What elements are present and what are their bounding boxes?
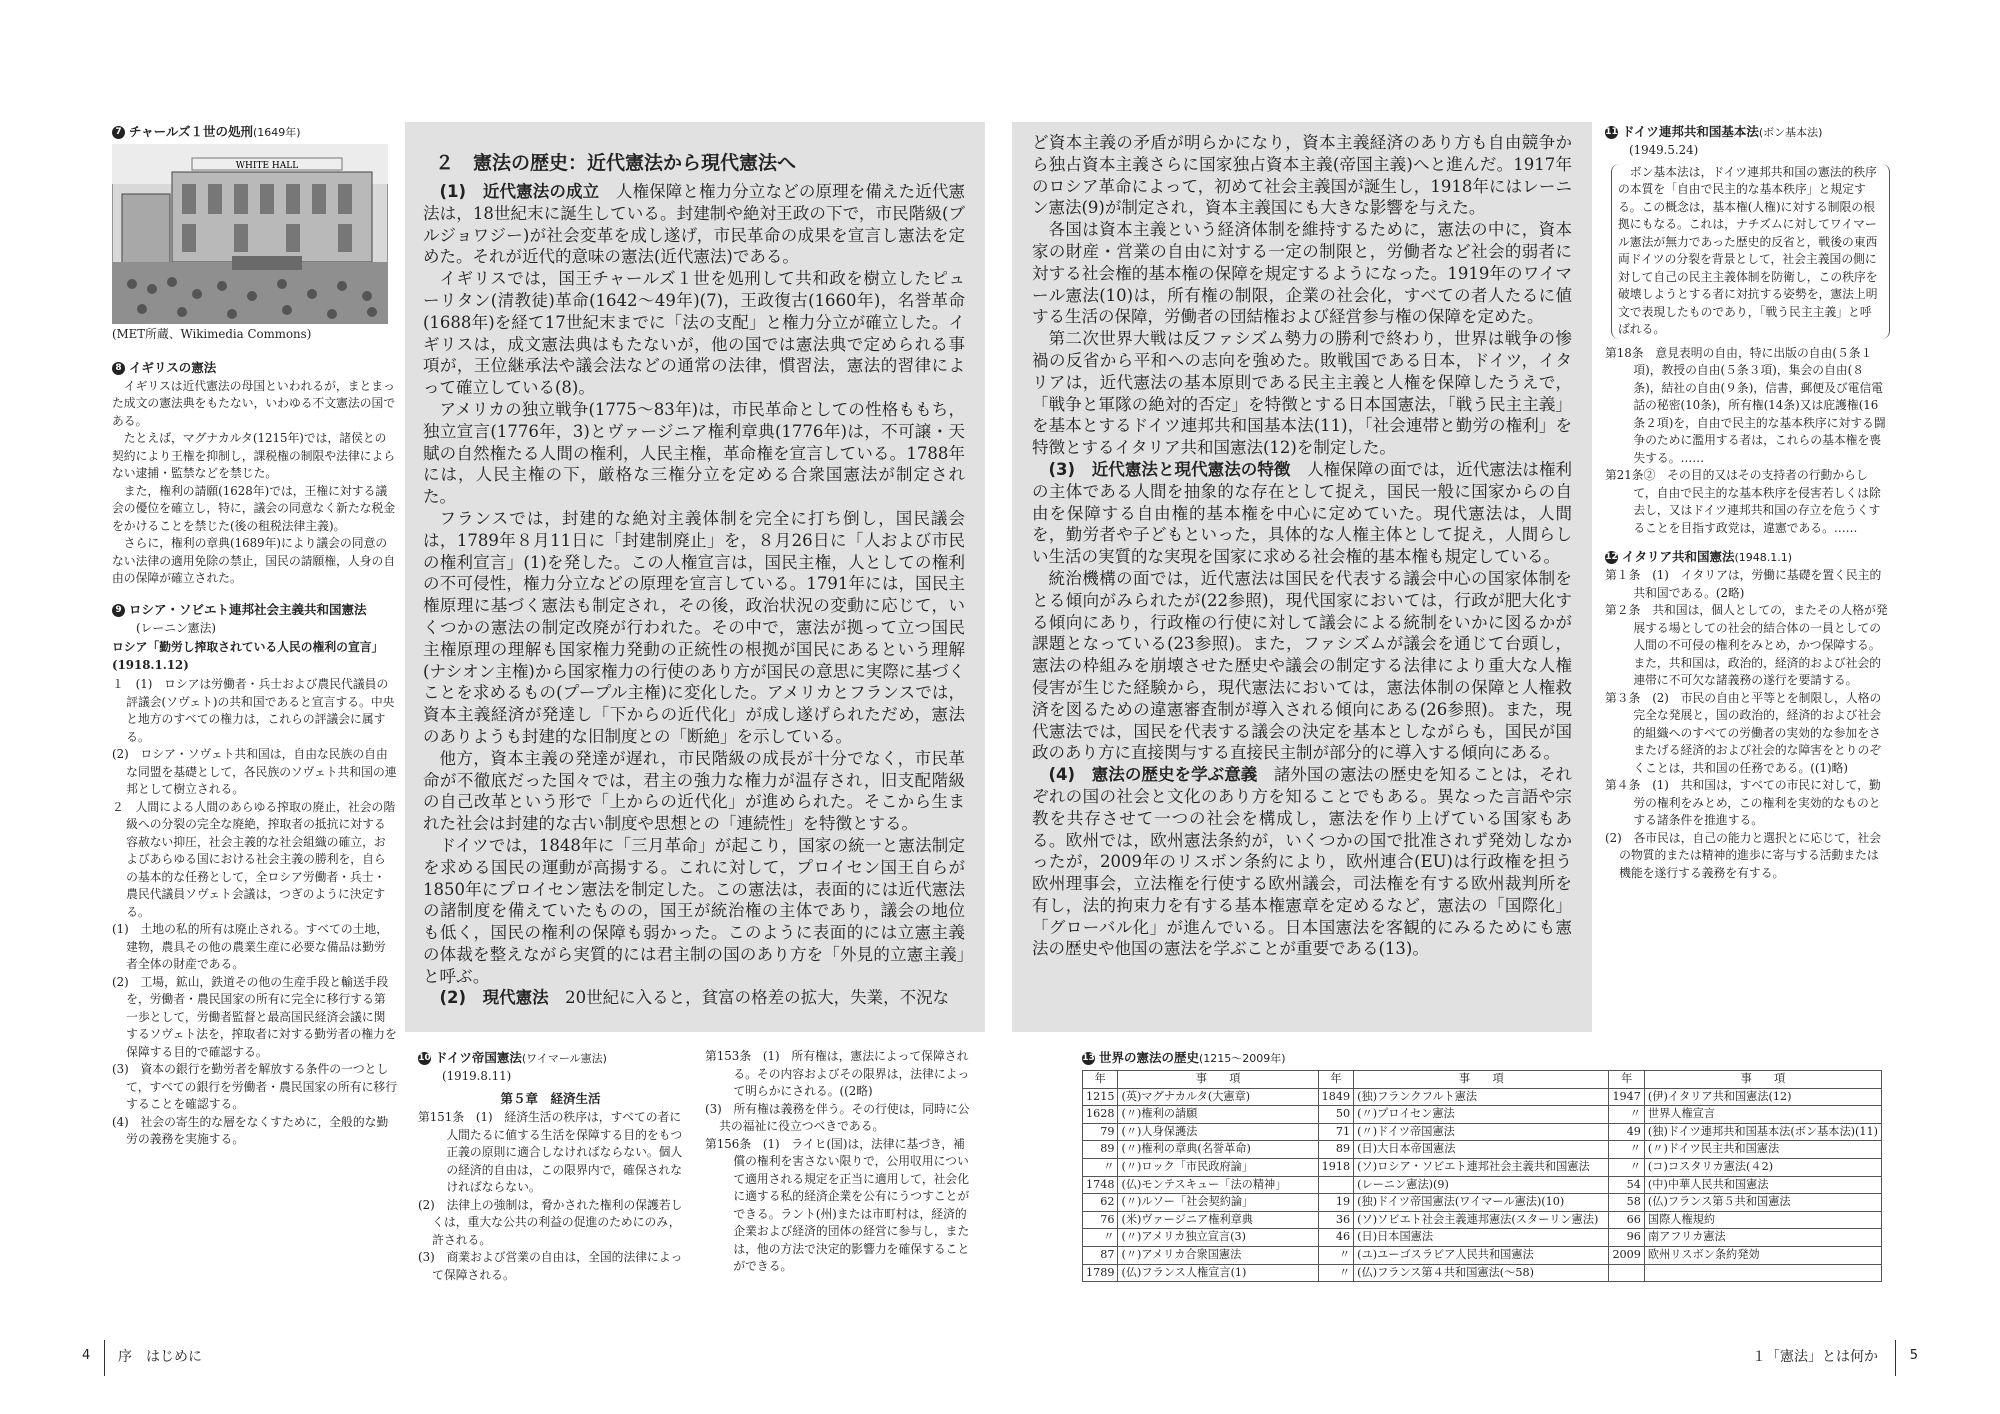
table-cell-year: 36 [1318, 1211, 1353, 1229]
fig9-title: 9 ロシア・ソビエト連邦社会主義共和国憲法 [112, 600, 397, 618]
fig8-para: たとえば，マグナカルタ(1215年)では，諸侯との契約により王権を抑制し，課税権の制限や法律によらない逮捕・監禁などを禁じた。 [112, 431, 396, 480]
table-row [1083, 1264, 1882, 1282]
main-para: 第二次世界大戦は反ファシズム勢力の勝利で終わり，世界は戦争の惨禍の反省から平和への志向を強めた。敗戦国である日本，ドイツ，イタリアは，近代憲法の基本原則である民主主義と人権を保障したうえで，「戦争と軍隊の絶対的否定」を特徴とする日本国憲法，「戦う民主主義」を基本とするドイツ連邦共和国基本法(11)，「社会連帯と勤労の権利」を特徴とするイタリア共和国憲法(12)を制定した。 [1032, 329, 1572, 458]
table-cell-year: 1215 [1083, 1088, 1118, 1106]
right-running-title: １「憲法」とは何か [1752, 1349, 1878, 1365]
table-cell-year [1609, 1264, 1644, 1282]
table-cell-year: 〃 [1609, 1158, 1644, 1176]
table-cell-year: 1947 [1609, 1088, 1644, 1106]
table-cell-year: 89 [1083, 1141, 1118, 1159]
sec1-title: (1) 近代憲法の成立 [439, 182, 600, 201]
fig12-article: 第２条 共和国は，個人としての，またその人格が発展する場としての社会的結合体の一員としての人間の不可侵の権利をみとめ，かつ保障する。また，共和国は，政治的，経済的および社会的連帯に不可欠な諸義務の遂行を要請する。 [1605, 603, 1888, 687]
table-cell-event: 国際人権規約 [1644, 1211, 1881, 1229]
table-cell-event: (〃)権利の章典(名誉革命) [1118, 1141, 1318, 1159]
table-cell-event: (〃)プロイセン憲法 [1354, 1106, 1609, 1124]
fig8-para: また，権利の請願(1628年)では，王権に対する議会の優位を確立し，特に，議会の同意なく新たな税金をかけることを禁じた(後の租税法律主義)。 [112, 483, 396, 533]
table-cell-event: (ソ)ソビエト社会主義連邦憲法(スターリン憲法) [1354, 1211, 1609, 1229]
main-para: ど資本主義の矛盾が明らかになり，資本主義経済のあり方も自由競争から独占資本主義さらに国家独占資本主義(帝国主義)へと進んだ。1917年のロシア革命によって，初めて社会主義国が誕生し，1918年にはレーニン憲法(9)が制定され，資本主義国にも大きな影響を与えた。 [1032, 133, 1572, 218]
table-cell-event [1644, 1264, 1881, 1282]
fig9-item: １ (1) ロシアは労働者・兵士および農民代議員の評議会(ソヴェト)の共和国であると宣言する。中央と地方のすべての権力は，これらの評議会に属する。 [112, 677, 395, 744]
table-cell-year: 19 [1318, 1194, 1353, 1212]
table-row [1083, 1194, 1882, 1212]
table-cell-year: 1628 [1083, 1106, 1118, 1124]
sec3-title: (3) 近代憲法と現代憲法の特徴 [1048, 459, 1291, 479]
table-cell-event: (英)マグナカルタ(大憲章) [1118, 1088, 1318, 1106]
table-cell-year: 58 [1609, 1194, 1644, 1212]
fig10-date: (1919.8.11) [442, 1069, 512, 1083]
table-cell-year: 79 [1083, 1123, 1118, 1141]
table-cell-event: (〃)権利の請願 [1118, 1106, 1318, 1124]
main-para: 諸外国の憲法の歴史を知ることは，それぞれの国の社会と文化のあり方を知ることでもある。異なった言語や宗教を共存させて一つの社会を構成し，憲法を作り上げている国家もある。欧州では，欧州憲法条約が，いくつかの国で批准されず発効しなかったが，2009年のリスボン条約により，欧州連合(EU)は行政権を担う欧州理事会，立法権を行使する欧州議会，司法権を有する欧州裁判所を有し，法的拘束力を有する基本権憲章を定めるなど，憲法の「国際化」「グローバル化」が進んでいる。日本国憲法を客観的にみるためにも憲法の歴史や他国の憲法を学ぶことが重要である(13)。 [1032, 765, 1573, 959]
footer-divider-right [1895, 1340, 1896, 1376]
table-header-row: 年 事 項 年 事 項 年 事 項 [1083, 1071, 1882, 1089]
constitution-history-table [1082, 1070, 1882, 1282]
fig12-article: (2) 各市民は，自己の能力と選択とに応じて，社会の物質的または精神的進歩に寄与する活動または機能を遂行する義務を有する。 [1605, 830, 1882, 880]
table-cell-year: 〃 [1318, 1246, 1353, 1264]
table-cell-year: 87 [1083, 1246, 1118, 1264]
main-para: 人権保障の面では，近代憲法は権利の主体である人間を抽象的な存在として捉え，国民一般に国家からの自由を保障する自由権的基本権を中心に定めていた。現代憲法は，人間を，勤労者や子どもといった，具体的な人権主体として捉え，人間らしい生活の実質的な実現を国家に求める社会権的基本権も規定している。 [1032, 459, 1573, 567]
fig10-number: 10 [418, 1053, 431, 1063]
table-cell-event: 南アフリカ憲法 [1644, 1229, 1881, 1247]
table-cell-year: 1849 [1318, 1088, 1353, 1106]
main-text-panel-left [405, 122, 985, 1032]
table-cell-event: (〃)アメリカ合衆国憲法 [1118, 1246, 1318, 1264]
fig13-number: 13 [1082, 1053, 1095, 1063]
fig9-item: (2) 工場，鉱山，鉄道その他の生産手段と輸送手段を，労働者・農民国家の所有に完全に移行する第一歩として，労働者監督と最高国民経済会議に関するソヴェト法を，搾取者に対する勤労者の権力を保障する目的で確認する。 [112, 974, 397, 1059]
table-row [1083, 1211, 1882, 1229]
table-cell-year: 71 [1318, 1123, 1353, 1141]
fig12-articles [1605, 567, 1890, 882]
fig9-item: (3) 資本の銀行を勤労者を解放する条件の一つとして，すべての銀行を労働者・農民国家の所有に移行することを確認する。 [112, 1062, 398, 1111]
table-cell-year: 1789 [1083, 1264, 1118, 1282]
fig10-col1 [418, 1109, 683, 1284]
table-cell-event: (日)日本国憲法 [1354, 1229, 1609, 1247]
page-footer [62, 1340, 1938, 1380]
table-cell-event: (〃)ロック「市民政府論」 [1118, 1158, 1318, 1176]
main-right-body [1032, 132, 1572, 960]
fig11-articles [1605, 345, 1890, 538]
table-cell-year: 66 [1609, 1211, 1644, 1229]
fig10-article: (2) 法律上の強制は，脅かされた権利の保護若しくは，重大な公共の利益の促進のためにのみ，許される。 [418, 1197, 683, 1247]
left-column [112, 122, 397, 1149]
fig8-para: さらに，権利の章典(1689年)により議会の同意のない法律の適用免除の禁止，国民の請願権，人身の自由の保障が確立された。 [112, 536, 396, 585]
table-cell-event: (仏)モンテスキュー「法の精神」 [1118, 1176, 1318, 1194]
fig9-subtitle: ロシア「勤労し搾取されている人民の権利の宣言」(1918.1.12) [112, 640, 384, 672]
table-cell-event: (〃)ドイツ民主共和国憲法 [1644, 1141, 1881, 1159]
fig10-article: 第153条 (1) 所有権は，憲法によって保障される。その内容およびその限界は，法律によって明らかにされる。((2略) [705, 1049, 970, 1098]
fig9-item: ２ 人間による人間のあらゆる搾取の廃止，社会の階級への分裂の完全な廃絶，搾取者の抵抗に対する容赦ない抑圧，社会主義的な社会組織の確立，およびあらゆる国における社会主義の勝利を，自らの基本的な任務として，全ロシア労働者・兵士・農民代議員ソヴェト会議は，つぎのように決定する。 [112, 799, 396, 919]
table-cell-event: (仏)フランス第４共和国憲法(〜58) [1354, 1264, 1609, 1282]
right-column [1605, 122, 1890, 882]
fig13-title: 13 世界の憲法の歴史(1215〜2009年) [1082, 1050, 1286, 1065]
table-cell-year: 〃 [1609, 1141, 1644, 1159]
fig11-article: 第21条② その目的又はその支持者の行動からして，自由で民主的な基本秩序を侵害若しくは除去し，又はドイツ連邦共和国の存立を危うくすることを目指す政党は，違憲である。…… [1605, 468, 1881, 535]
main-para: ドイツでは，1848年に「三月革命」が起こり，国家の統一と憲法制定を求める国民の運動が高揚する。これに対して，プロイセン国王自らが1850年にプロイセン憲法を制定した。この憲法は，表面的には近代憲法の諸制度を備えていたものの，国王が統治権の主体であり，議会の地位も低く，国民の権利の保障も弱かった。このように表面的には立憲主義の体裁を整えながら実質的には君主制の国のあり方を「外見的立憲主義」と呼ぶ。 [423, 835, 965, 986]
fig7-title: 7 チャールズ１世の処刑(1649年) [112, 122, 397, 140]
table-cell-event: (〃)ドイツ帝国憲法 [1354, 1123, 1609, 1141]
fig11-date: (1949.5.24) [1629, 143, 1699, 157]
table-row [1083, 1229, 1882, 1247]
table-row [1083, 1246, 1882, 1264]
fig8-body [112, 378, 397, 588]
main-text-panel-right [1012, 122, 1592, 1032]
main-para: アメリカの独立戦争(1775〜83年)は，市民革命としての性格ももち，独立宣言(1776年，3)とヴァージニア権利章典(1776年)は，不可譲・天賦の自然権たる人間の権利，人民主権，革命権を宣言している。1788年には，人民主権の下，厳格な三権分立を定める合衆国憲法が制定された。 [423, 399, 965, 507]
main-para: 各国は資本主義という経済体制を維持するために，憲法の中に，資本家の財産・営業の自由に対する一定の制限と，労働者など社会的弱者に対する社会権的基本権の保障を規定するようになった。1919年のワイマール憲法(10)は，所有権の制限，企業の社会化，すべての者人たるに値する生活の保障，労働者の団結権および経営参与権の保障を定めた。 [1032, 220, 1572, 327]
fig9-body [112, 676, 397, 1149]
main-para: 統治機構の面では，近代憲法は国民を代表する議会中心の国家体制をとる傾向がみられたが(22参照)，現代国家においては，行政が肥大化する傾向にあり，行政権の行使に対して議会による統制をいかに図るかが課題となっている(23参照)。また，ファシズムが議会を通じて台頭し，憲法の枠組みを崩壊させた歴史や議会の制定する法律により重大な人権侵害が生じた経験から，現代憲法においては，憲法体制の保障と人権救済を図るための違憲審査制が導入される傾向にある(26参照)。また，現代憲法では，国民を代表する議会の決定を基本としながらも，国民が国政のあり方に直接関与する直接民主制が部分的に導入する傾向にある。 [1032, 568, 1572, 763]
fig10-article: (3) 商業および営業の自由は，全国的法律によって保障される。 [418, 1250, 683, 1282]
table-cell-event: (仏)フランス第５共和国憲法 [1644, 1194, 1881, 1212]
fig10-chapter: 第５章 経済生活 [500, 1090, 601, 1106]
table-cell-event: (伊)イタリア共和国憲法(12) [1644, 1088, 1881, 1106]
main-para: イギリスでは，国王チャールズ１世を処刑して共和政を樹立したピューリタン(清教徒)革命(1642〜49年)(7)，王政復古(1660年)，名誉革命(1688年)を経て17世紀末までに「法の支配」と権力分立が確立した。イギリスは，成文憲法典はもたないが，他の国では憲法典で定められる事項が，王位継承法や議会法などの通常の法律，慣習法，憲法的習律によって確立している(8)。 [423, 269, 965, 398]
table-cell-year: 〃 [1083, 1229, 1118, 1247]
fig11-article: 第18条 意見表明の自由，特に出版の自由(５条１項)，教授の自由(５条３項)，集会の自由(８条)，結社の自由(９条)，信書，郵便及び電信電話の秘密(10条)，所有権(14条)又は庇護権(16条２項)を，自由で民主的な基本秩序に対する闘争のために濫用する者は，これらの基本権を喪失する。…… [1605, 345, 1886, 465]
left-page-number: 4 [82, 1348, 91, 1363]
table-cell-event: (ソ)ロシア・ソビエト連邦社会主義共和国憲法 [1354, 1158, 1609, 1176]
sec4-title: (4) 憲法の歴史を学ぶ意義 [1048, 765, 1258, 785]
right-page-number: 5 [1909, 1348, 1918, 1363]
fig10-article: 第151条 (1) 経済生活の秩序は，すべての者に人間たるに値する生活を保障する目的をもつ正義の原則に適合しなければならない。個人の経済的自由は，この限界内で，確保されなければならない。 [418, 1110, 683, 1194]
table-cell-event: (〃)ルソー「社会契約論」 [1118, 1194, 1318, 1212]
fig13-block [1082, 1048, 1882, 1282]
main-para: 他方，資本主義の発達が遅れ，市民階級の成長が十分でなく，市民革命が不徹底だった国々では，君主の強力な権力が温存され，旧支配階級の自己改革という形で「上からの近代化」が進められた。そこから生まれた社会は封建的な古い制度や思想との「連続性」を特徴とする。 [423, 748, 965, 834]
table-cell-event: (〃)アメリカ独立宣言(3) [1118, 1229, 1318, 1247]
table-cell-year: 〃 [1318, 1264, 1353, 1282]
table-cell-event: (中)中華人民共和国憲法 [1644, 1176, 1881, 1194]
table-row [1083, 1123, 1882, 1141]
table-cell-year: 1748 [1083, 1176, 1118, 1194]
fig12-number: 12 [1605, 552, 1618, 562]
fig7-number: 7 [112, 126, 125, 139]
white-hall-sign: WHITE HALL [235, 161, 299, 171]
table-cell-year: 50 [1318, 1106, 1353, 1124]
table-cell-event: (コ)コスタリカ憲法(４2) [1644, 1158, 1881, 1176]
fig9-title2: (レーニン憲法) [136, 620, 216, 635]
fig10-block [418, 1048, 978, 1284]
fig7-engraving [112, 144, 388, 324]
table-row [1083, 1176, 1882, 1194]
table-row [1083, 1106, 1882, 1124]
main-left-body [423, 181, 965, 1009]
fig12-article: 第１条 (1) イタリアは，労働に基礎を置く民主的共和国である。(2略) [1605, 568, 1882, 600]
table-cell-event: (仏)フランス人権宣言(1) [1118, 1264, 1318, 1282]
table-cell-event: (ユ)ユーゴスラビア人民共和国憲法 [1354, 1246, 1609, 1264]
footer-divider-left [104, 1340, 105, 1376]
table-cell-year: 62 [1083, 1194, 1118, 1212]
main-para: 人権保障と権力分立などの原理を備えた近代憲法は，18世紀末に誕生している。封建制や絶対王政の下で，市民階級(ブルジョワジー)が社会変革を成し遂げ，市民革命の成果を宣言し憲法を定めた。それが近代的意味の憲法(近代憲法)である。 [423, 182, 966, 267]
fig8-title: 8 イギリスの憲法 [112, 358, 397, 376]
table-cell-event: (米)ヴァージニア権利章典 [1118, 1211, 1318, 1229]
fig8-number: 8 [112, 362, 125, 375]
table-cell-year: 〃 [1609, 1106, 1644, 1124]
fig11-number: 11 [1605, 127, 1618, 137]
table-cell-year [1318, 1176, 1353, 1194]
table-cell-event: (〃)人身保護法 [1118, 1123, 1318, 1141]
table-cell-year: 49 [1609, 1123, 1644, 1141]
table-cell-year: 96 [1609, 1229, 1644, 1247]
execution-engraving-image [112, 144, 388, 324]
main-para: フランスでは，封建的な絶対主義体制を完全に打ち倒し，国民議会は，1789年８月11日に「封建制廃止」を，８月26日に「人および市民の権利宣言」(1)を発した。この人権宣言は，国民主権，人としての権利の不可侵性，権力分立などの原理を宣言している。1791年には，国民主権原理に基づく憲法も制定され，その後，政治状況の変動に応じて，いくつかの憲法の制定改廃が行われた。その中で，憲法が拠って立つ国民主権原理の理解も国家権力発動の正統性の根拠が国民にあるという理解(ナシオン主権)から国家権力の行使のあり方が国民の意思に実際に基づくことを求めるもの(プープル主権)に変化した。アメリカとフランスでは，資本主義経済が発達し「下からの近代化」が成し遂げられただめ，憲法のありようも封建的な旧制度との「断絶」を示している。 [423, 508, 965, 746]
fig7-caption: (MET所蔵、Wikimedia Commons) [112, 327, 312, 341]
table-cell-year: 54 [1609, 1176, 1644, 1194]
fig12-article: 第３条 (2) 市民の自由と平等とを制限し，人格の完全な発展と，国の政治的，経済的および社会的組織へのすべての労働者の実効的な参加をさまたげる経済的および社会的な障害をとりのぞくことは，共和国の任務である。((1)略) [1605, 690, 1882, 775]
table-cell-event: 世界人権宣言 [1644, 1106, 1881, 1124]
fig10-article: 第156条 (1) ライヒ(国)は，法律に基づき，補償の権利を害さない限りで，公用収用について適用される規定を正当に適用して，社会化に適する私的経済企業を公有にうつすことができる。ラント(州)または市町村は，経済的企業および経済的団体の経営に参与し，または，他の方法で決定的影響力を確保することができる。 [705, 1136, 970, 1273]
fig9-number: 9 [112, 604, 125, 617]
fig10-article: (3) 所有権は義務を伴う。その行使は，同時に公共の福祉に役立つべきである。 [705, 1101, 970, 1133]
fig10-title: 10 ドイツ帝国憲法(ワイマール憲法) [418, 1050, 607, 1065]
fig8-para: イギリスは近代憲法の母国といわれるが，まとまった成文の憲法典をもたない，いわゆる不文憲法の国である。 [112, 378, 396, 428]
fig9-item: (4) 社会の寄生的な層をなくすために，全般的な勤労の義務を実施する。 [112, 1114, 389, 1146]
table-cell-event: (独)ドイツ帝国憲法(ワイマール憲法)(10) [1354, 1194, 1609, 1212]
table-cell-event: (日)大日本帝国憲法 [1354, 1141, 1609, 1159]
table-cell-event: 欧州リスボン条約発効 [1644, 1246, 1881, 1264]
table-cell-year: 76 [1083, 1211, 1118, 1229]
fig9-item: (2) ロシア・ソヴェト共和国は，自由な民族の自由な同盟を基礎として，各民族のソヴェト共和国の連邦として樹立される。 [112, 747, 397, 796]
table-row [1083, 1088, 1882, 1106]
table-cell-event: (独)フランクフルト憲法 [1354, 1088, 1609, 1106]
table-cell-event: (レーニン憲法)(9) [1354, 1176, 1609, 1194]
left-running-title: 序 はじめに [118, 1349, 202, 1365]
fig12-article: 第４条 (1) 共和国は，すべての市民に対して，勤労の権利をみとめ，この権利を実効的なものとする諸条件を推進する。 [1605, 778, 1881, 827]
section-heading: ２ 憲法の歴史：近代憲法から現代憲法へ [435, 152, 797, 174]
table-cell-year: 89 [1318, 1141, 1353, 1159]
main-para: 20世紀に入ると，貧富の格差の拡大，失業，不況な [565, 988, 950, 1008]
table-cell-year: 〃 [1083, 1158, 1118, 1176]
fig11-title: 11 ドイツ連邦共和国基本法(ボン基本法) [1605, 124, 1823, 139]
fig10-col2 [705, 1048, 970, 1276]
fig12-title: 12 イタリア共和国憲法(1948.1.1) [1605, 549, 1793, 564]
fig11-box: ボン基本法は，ドイツ連邦共和国の憲法的秩序の本質を「自由で民主的な基本秩序」と規定する。この概念は，基本権(人権)に対する制限の根拠にもなる。これは，ナチズムに対してワイマール憲法が無力であった歴史的反省と，戦後の東西両ドイツの分裂を背景として，社会主義国の側に対して自己の民主主義体制を防衛し，この秩序を破壊しようとする者に対抗する姿勢を，憲法上明文で表現したものであり，「戦う民主主義」と呼ばれる。 [1611, 164, 1890, 339]
table-cell-year: 1918 [1318, 1158, 1353, 1176]
table-cell-year: 2009 [1609, 1246, 1644, 1264]
sec2-title: (2) 現代憲法 [439, 988, 549, 1008]
table-row [1083, 1158, 1882, 1176]
table-cell-event: (独)ドイツ連邦共和国基本法(ボン基本法)(11) [1644, 1123, 1881, 1141]
table-row [1083, 1141, 1882, 1159]
fig9-item: (1) 土地の私的所有は廃止される。すべての土地，建物，農具その他の農業生産に必要な備品は勤労者全体の財産である。 [112, 922, 389, 971]
table-cell-year: 46 [1318, 1229, 1353, 1247]
